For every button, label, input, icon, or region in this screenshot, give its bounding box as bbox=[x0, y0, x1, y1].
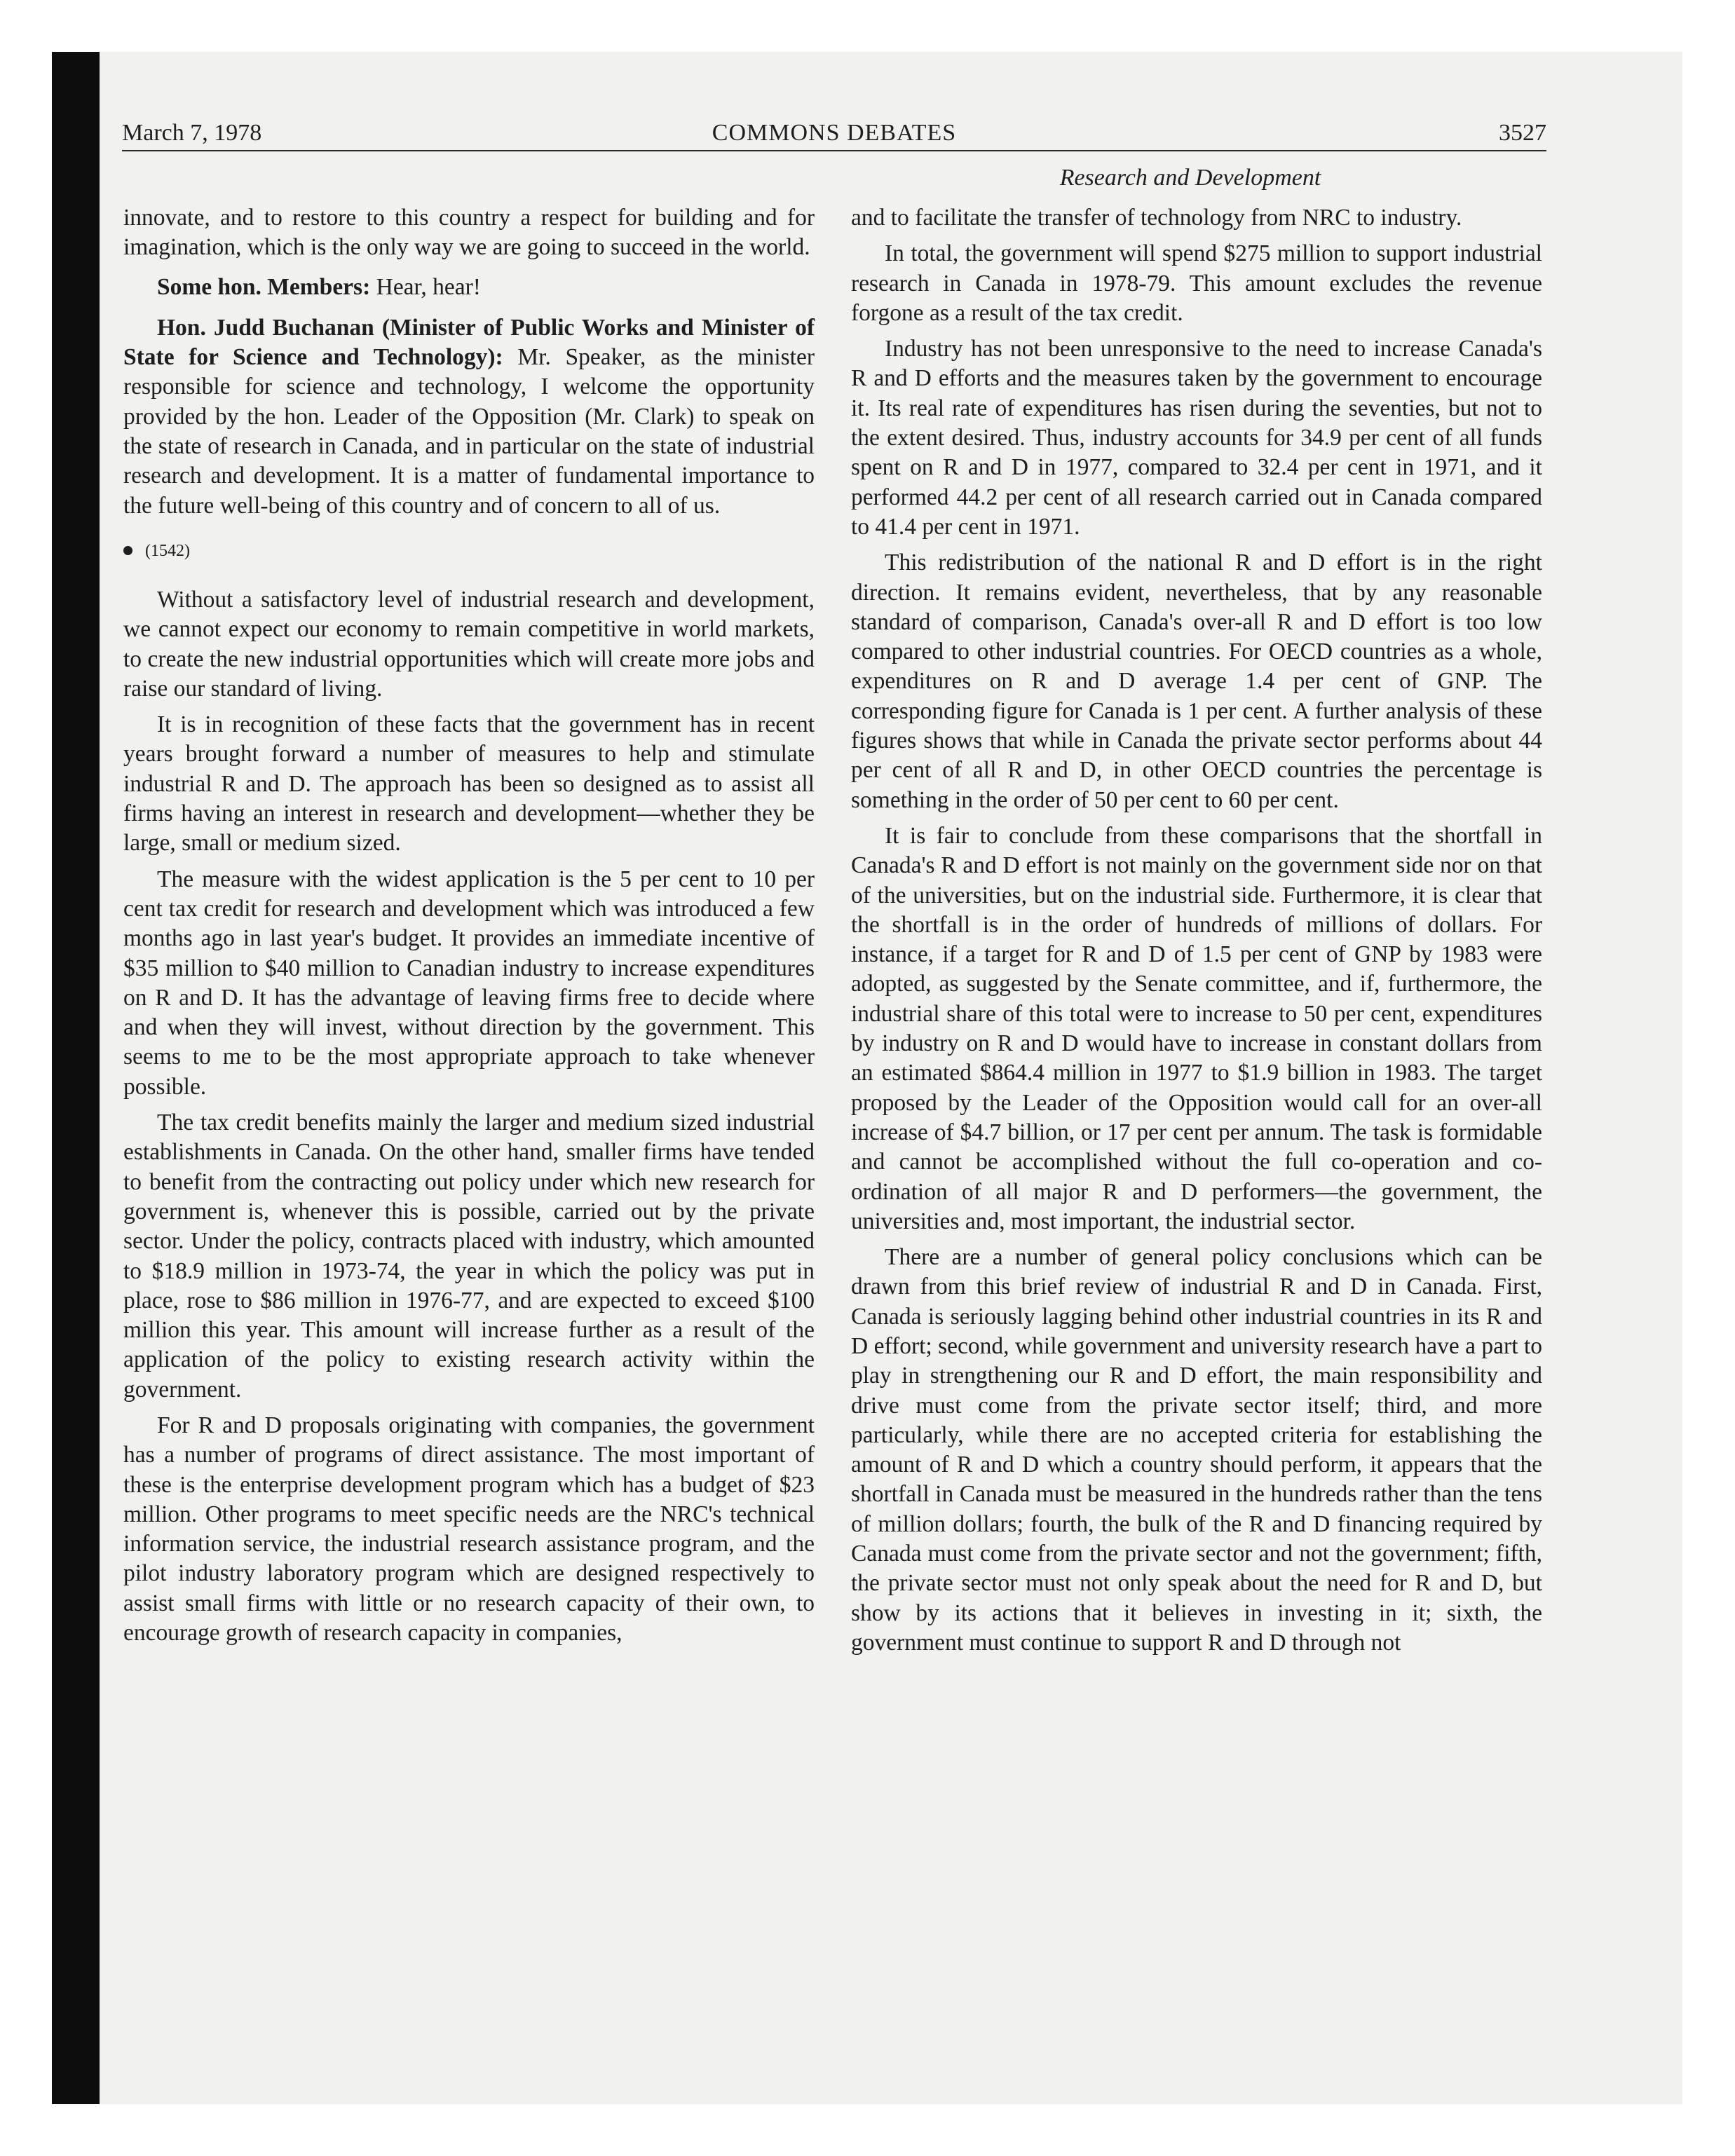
speech-paragraph bbox=[123, 313, 815, 521]
right-column bbox=[851, 203, 1542, 1664]
timestamp-marker bbox=[123, 536, 815, 566]
header-date: March 7, 1978 bbox=[122, 120, 262, 146]
paragraph: In total, the government will spend $275 million to support industrial research in Canada in 1978-79. This amount excludes the revenue forgone as a result of the tax credit. bbox=[851, 240, 1542, 326]
header-page-number: 3527 bbox=[1499, 120, 1546, 146]
speaker-name: Some hon. Members: bbox=[157, 273, 371, 300]
interjection bbox=[123, 273, 815, 302]
paragraph: There are a number of general policy conclusions which can be drawn from this brief review of industrial R and D in Canada. First, Canada is seriously lagging behind other industrial countries in its R and D effort; second, while government and university research have a part to play in strengthening our R and D effort, the main responsibility and drive must come from the private sector itself; third, and more particularly, while there are no accepted criteria for establishing the amount of R and D which a country should perform, it appears that the shortfall in Canada must be measured in the hundreds rather than the tens of million dollars; fourth, the bulk of the R and D financing required by Canada must come from the private sector and not the government; fifth, the private sector must not only speak about the need for R and D, but show by its actions that it believes in investing in it; sixth, the government must continue to support R and D through not bbox=[851, 1244, 1542, 1656]
paragraph: Without a satisfactory level of industrial research and development, we cannot expect our economy to remain competitive in world markets, to create the new industrial opportunities which will create more jobs and raise our standard of living. bbox=[123, 586, 815, 702]
paragraph: Industry has not been unresponsive to the need to increase Canada's R and D efforts and the measures taken by the government to encourage it. Its real rate of expenditures has risen during the seventies, but not to the extent desired. Thus, industry accounts for 34.9 per cent of all funds spent on R and D in 1977, compared to 32.4 per cent in 1971, and it performed 44.2 per cent of all research carried out in Canada compared to 41.4 per cent in 1971. bbox=[851, 336, 1542, 540]
header-rule bbox=[122, 150, 1546, 151]
paragraph: The tax credit benefits mainly the larger and medium sized industrial establishments in Canada. On the other hand, smaller firms have tended to benefit from the contracting out policy under which new research for government is, whenever this is possible, carried out by the private sector. Under the policy, contracts placed with industry, which amounted to $18.9 million in 1973-74, the year in which the policy was put in place, rose to $86 million in 1976-77, and are expected to exceed $100 million this year. This amount will increase further as a result of the application of the policy to existing research activity within the government. bbox=[123, 1110, 815, 1403]
header-journal-title: COMMONS DEBATES bbox=[712, 120, 957, 146]
speech-text: Hear, hear! bbox=[370, 273, 481, 300]
section-subject: Research and Development bbox=[1059, 165, 1321, 191]
speech-text: Mr. Speaker, as the minister responsible for science and technology, I welcome the opportunity provided by the hon. Leader of the Opposition (Mr. Clark) to speak on the state of research in Canada, and in particular on the state of industrial research and development. It is a matter of fundamental importance to the future well-being of this country and of concern to all of us. bbox=[123, 344, 815, 519]
running-header bbox=[122, 116, 1546, 150]
paragraph: This redistribution of the national R and D effort is in the right direction. It remains evident, nevertheless, that by any reasonable standard of comparison, Canada's over-all R and D effort is too low compared to other industrial countries. For OECD countries as a whole, expenditures on R and D average 1.4 per cent of GNP. The corresponding figure for Canada is 1 per cent. A further analysis of these figures shows that while in Canada the private sector performs about 44 per cent of all R and D, in other OECD countries the percentage is something in the order of 50 per cent to 60 per cent. bbox=[851, 550, 1542, 813]
speaker-name: Hon. Judd Buchanan (Minister of Public Works and Minister of State for Science and Technology): bbox=[123, 314, 815, 371]
paragraph: For R and D proposals originating with companies, the government has a number of programs of direct assistance. The most important of these is the enterprise development program which has a budget of $23 million. Other programs to meet specific needs are the NRC's technical information service, the industrial research assistance program, and the pilot industry laboratory program which are designed respectively to assist small firms with little or no research capacity of their own, to encourage growth of research capacity in companies, bbox=[123, 1412, 815, 1646]
paragraph: It is in recognition of these facts that the government has in recent years brought forward a number of measures to help and stimulate industrial R and D. The approach has been so designed as to assist all firms having an interest in research and development—whether they be large, small or medium sized. bbox=[123, 711, 815, 857]
paragraph: and to facilitate the transfer of technology from NRC to industry. bbox=[851, 205, 1462, 231]
timestamp-text: (1542) bbox=[145, 541, 190, 560]
paragraph: The measure with the widest application is the 5 per cent to 10 per cent tax credit for research and development which was introduced a few months ago in last year's budget. It provides an immediate incentive of $35 million to $40 million to Canadian industry to increase expenditures on R and D. It has the advantage of leaving firms free to decide where and when they will invest, without direction by the government. This seems to me to be the most appropriate approach to take whenever possible. bbox=[123, 866, 815, 1100]
bullet-icon bbox=[123, 546, 132, 555]
paragraph: innovate, and to restore to this country a respect for building and for imagination, which is the only way we are going to succeed in the world. bbox=[123, 205, 815, 261]
paragraph: It is fair to conclude from these comparisons that the shortfall in Canada's R and D effort is not mainly on the government side nor on that of the universities, but on the industrial side. Furthermore, it is clear that the shortfall is in the order of hundreds of millions of dollars. For instance, if a target for R and D of 1.5 per cent of GNP by 1983 were adopted, as suggested by the Senate committee, and if, furthermore, the industrial share of this total were to increase to 50 per cent, expenditures by industry on R and D would have to increase in constant dollars from an estimated $864.4 million in 1977 to $1.9 billion in 1983. The target proposed by the Leader of the Opposition would call for an over-all increase of $4.7 billion, or 17 per cent per annum. The task is formidable and cannot be accomplished without the full co-operation and co-ordination of all major R and D performers—the government, the universities and, most important, the industrial sector. bbox=[851, 822, 1542, 1234]
scan-edge-bar bbox=[52, 52, 100, 2104]
left-column bbox=[123, 203, 815, 1654]
